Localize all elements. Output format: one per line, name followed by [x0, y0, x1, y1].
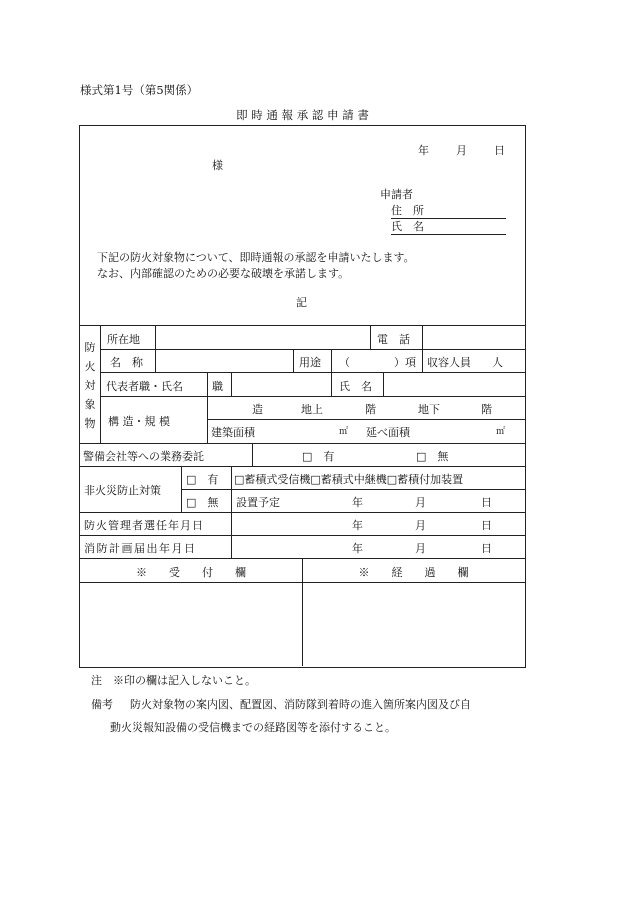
- non-fire-label: 非火災防止対策: [84, 484, 161, 497]
- plan-day: 日: [481, 542, 492, 555]
- rule: [79, 443, 525, 444]
- applicant-address-field[interactable]: [391, 202, 506, 219]
- person-name-label: 氏 名: [339, 380, 372, 393]
- plan-month: 月: [415, 542, 426, 555]
- body-text-2: なお、内部確認のための必要な破壊を承諾します。: [97, 267, 350, 280]
- remarks-line-2: 動火災報知設備の受信機までの経路図等を添付すること。: [110, 721, 396, 734]
- plan-date-label: 消防計画届出年月日: [84, 542, 197, 555]
- representative-label: 代表者職・氏名: [106, 380, 183, 393]
- use-label: 用途: [299, 356, 321, 369]
- total-floor-area-unit: ㎡: [496, 427, 506, 437]
- total-floor-area-label: 延べ面積: [366, 426, 410, 439]
- phone-field[interactable]: [423, 326, 523, 348]
- date-day: 日: [494, 144, 505, 157]
- rule: [370, 325, 371, 349]
- rule: [231, 466, 232, 558]
- rule: [331, 349, 332, 396]
- applicant-name-label: 氏 名: [391, 220, 424, 233]
- side-char: 物: [84, 417, 96, 430]
- location-label: 所在地: [107, 333, 140, 346]
- capacity-label: 収容人員: [427, 356, 471, 369]
- manager-date-label: 防火管理者選任年月日: [84, 519, 204, 532]
- form-title: 即 時 通 報 承 認 申 請 書: [236, 108, 369, 122]
- rule: [181, 489, 525, 490]
- floors-below-unit: 階: [481, 403, 492, 416]
- object-side-label: [80, 338, 100, 433]
- body-text-1: 下記の防火対象物について、即時通報の承認を申請いたします。: [97, 251, 415, 264]
- non-fire-options[interactable]: □蓄積式受信機□蓄積式中継機□蓄積付加装置: [234, 473, 464, 486]
- rule: [79, 535, 525, 536]
- ki-heading: 記: [296, 296, 307, 309]
- rule: [422, 349, 423, 372]
- rule: [100, 396, 525, 397]
- rule: [181, 466, 182, 512]
- construction-label: 造: [252, 403, 263, 416]
- building-area-unit: ㎡: [339, 427, 349, 437]
- capacity-unit: 人: [492, 356, 503, 369]
- rule: [79, 466, 525, 467]
- scheduled-label: 設置予定: [236, 496, 280, 509]
- progress-box[interactable]: [303, 583, 524, 665]
- above-ground-label: 地上: [301, 403, 323, 416]
- title-field[interactable]: [232, 373, 330, 395]
- rule: [293, 349, 294, 372]
- side-char: 防: [84, 341, 96, 354]
- remarks-label: 備考: [91, 698, 113, 711]
- manager-day: 日: [481, 519, 492, 532]
- rule: [100, 325, 101, 443]
- location-field[interactable]: [156, 326, 369, 348]
- applicant-address-label: 住 所: [391, 204, 424, 217]
- progress-header: ※ 経 過 欄: [358, 566, 469, 579]
- rule: [207, 419, 525, 420]
- person-name-field[interactable]: [384, 373, 523, 395]
- below-ground-label: 地下: [418, 403, 440, 416]
- name-label: 名 称: [110, 356, 143, 369]
- non-fire-yes-checkbox[interactable]: □ 有: [186, 473, 219, 486]
- phone-label: 電 話: [377, 333, 410, 346]
- security-company-label: 警備会社等への業務委託: [83, 450, 204, 463]
- date-month: 月: [456, 144, 467, 157]
- manager-month: 月: [415, 519, 426, 532]
- remarks-line-1: 防火対象物の案内図、配置図、消防隊到着時の進入箇所案内図及び自: [130, 698, 471, 711]
- applicant-name-field[interactable]: [391, 218, 506, 235]
- rule: [207, 372, 208, 443]
- note-text: 注 ※印の欄は記入しないこと。: [91, 674, 256, 687]
- building-area-label: 建築面積: [211, 426, 255, 439]
- plan-year: 年: [352, 542, 363, 555]
- structure-label: 構 造・規 模: [108, 415, 170, 428]
- side-char: 象: [84, 398, 96, 411]
- floors-above-unit: 階: [365, 403, 376, 416]
- scheduled-month: 月: [415, 496, 426, 509]
- side-char: 対: [84, 379, 96, 392]
- receipt-box[interactable]: [80, 583, 301, 665]
- manager-year: 年: [352, 519, 363, 532]
- rule: [252, 443, 253, 466]
- receipt-header: ※ 受 付 欄: [136, 566, 246, 579]
- scheduled-year: 年: [352, 496, 363, 509]
- side-char: 火: [84, 360, 96, 373]
- non-fire-no-checkbox[interactable]: □ 無: [186, 496, 219, 509]
- security-yes-checkbox[interactable]: □ 有: [302, 450, 335, 463]
- scheduled-day: 日: [481, 496, 492, 509]
- addressee-suffix: 様: [212, 159, 223, 172]
- name-field[interactable]: [156, 350, 292, 371]
- date-year: 年: [418, 144, 429, 157]
- applicant-label: 申請者: [380, 188, 413, 201]
- rule: [79, 512, 525, 513]
- use-item-field[interactable]: （ ）項: [339, 356, 416, 369]
- title-label: 職: [212, 380, 223, 393]
- form-number: 様式第1号（第5関係）: [80, 83, 199, 97]
- security-no-checkbox[interactable]: □ 無: [416, 450, 449, 463]
